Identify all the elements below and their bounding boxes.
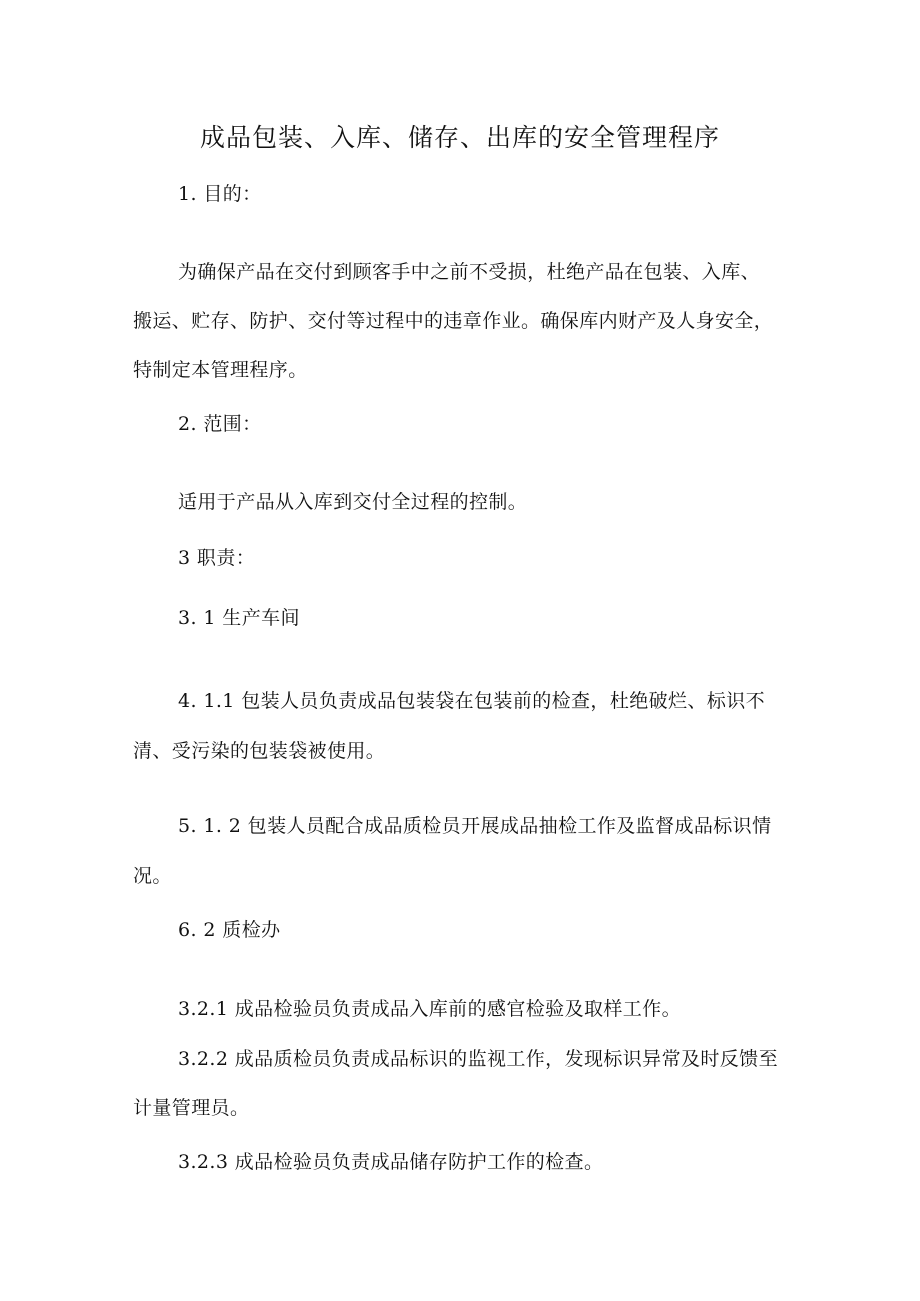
paragraph-line: 况。 (133, 865, 172, 887)
section-heading-scope: 2. 范围： (178, 413, 262, 435)
paragraph-line: 4. 1.1 包装人员负责成品包装袋在包装前的检查，杜绝破烂、标识不 (178, 690, 766, 712)
paragraph-line: 3.2.1 成品检验员负责成品入库前的感官检验及取样工作。 (178, 998, 681, 1020)
paragraph-line: 3.2.2 成品质检员负责成品标识的监视工作，发现标识异常及时反馈至 (178, 1048, 778, 1070)
subsection-heading: 6. 2 质检办 (178, 919, 281, 941)
paragraph-line: 适用于产品从入库到交付全过程的控制。 (178, 491, 528, 513)
paragraph-line: 清、受污染的包装袋被使用。 (133, 740, 386, 762)
paragraph-line: 计量管理员。 (133, 1097, 250, 1119)
paragraph-line: 3.2.3 成品检验员负责成品储存防护工作的检查。 (178, 1151, 604, 1173)
subsection-heading: 3. 1 生产车间 (178, 607, 300, 629)
paragraph-line: 为确保产品在交付到顾客手中之前不受损，杜绝产品在包装、入库、 (178, 261, 761, 283)
paragraph-line: 搬运、贮存、防护、交付等过程中的违章作业。确保库内财产及人身安全， (133, 310, 774, 332)
section-heading-purpose: 1. 目的： (178, 183, 262, 205)
paragraph-line: 5. 1. 2 包装人员配合成品质检员开展成品抽检工作及监督成品标识情 (178, 815, 772, 837)
section-heading-responsibilities: 3 职责： (178, 547, 256, 569)
paragraph-line: 特制定本管理程序。 (133, 359, 308, 381)
document-title: 成品包装、入库、储存、出库的安全管理程序 (199, 123, 720, 152)
